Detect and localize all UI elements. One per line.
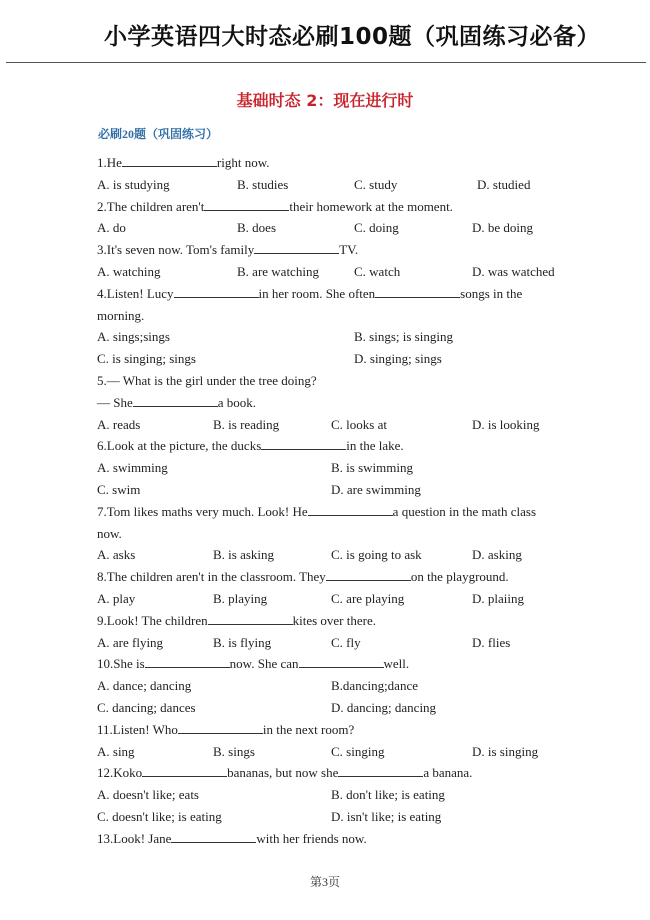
question-text: 11.Listen! Who — [97, 721, 178, 737]
answer-option[interactable]: A. dance; dancing — [97, 678, 192, 694]
question-text: 8.The children aren't in the classroom. They — [97, 569, 326, 585]
options-row — [97, 675, 567, 697]
question-text: 12.Koko — [97, 765, 143, 781]
answer-option[interactable]: B. studies — [237, 176, 289, 192]
question-text: TV. — [339, 242, 359, 258]
options-row — [97, 217, 567, 239]
answer-option[interactable]: D. plaiing — [472, 590, 524, 606]
answer-option[interactable]: A. are flying — [97, 634, 164, 650]
answer-option[interactable]: B. playing — [213, 590, 268, 606]
answer-option[interactable]: D. dancing; dancing — [331, 699, 437, 715]
answer-option[interactable]: A. asks — [97, 547, 136, 563]
answer-option[interactable]: A. reads — [97, 416, 141, 432]
question-text-line — [97, 305, 567, 327]
answer-option[interactable]: C. swim — [97, 481, 141, 497]
answer-option[interactable]: B.dancing;dance — [331, 678, 418, 694]
question-text-line — [97, 719, 567, 741]
question-text: 2.The children aren't — [97, 198, 205, 214]
section-title: 基础时态 2：现在进行时 — [236, 91, 414, 110]
question-text-line — [97, 566, 567, 588]
question-text: a question in the math class — [392, 503, 537, 519]
question-text: 1.He — [97, 155, 122, 170]
question-text: now. — [97, 525, 122, 541]
answer-option[interactable]: A. swimming — [97, 460, 168, 476]
question-text: their homework at the moment. — [289, 198, 453, 214]
exercise-subtitle: 必刷20题（巩固练习） — [98, 127, 219, 141]
question-text: bananas, but now she — [227, 765, 339, 781]
answer-blank[interactable] — [299, 654, 384, 668]
answer-option[interactable]: B. sings; is singing — [354, 329, 453, 345]
options-row — [97, 457, 567, 479]
answer-blank[interactable] — [171, 829, 256, 843]
answer-option[interactable]: B. does — [237, 220, 276, 236]
answer-blank[interactable] — [261, 436, 346, 450]
question-text-line — [97, 283, 567, 305]
options-row — [97, 806, 567, 828]
answer-blank[interactable] — [375, 284, 460, 298]
question-text-line — [97, 239, 567, 261]
options-row — [97, 784, 567, 806]
answer-blank[interactable] — [326, 567, 411, 581]
question-text: in the lake. — [346, 438, 404, 454]
answer-option[interactable]: C. doesn't like; is eating — [97, 808, 222, 824]
question-text: on the playground. — [410, 569, 509, 585]
answer-option[interactable]: C. doing — [354, 220, 399, 236]
answer-option[interactable]: B. is swimming — [331, 460, 413, 476]
answer-blank[interactable] — [204, 197, 289, 211]
answer-option[interactable]: A. play — [97, 590, 136, 606]
answer-option[interactable]: B. sings — [213, 743, 255, 759]
question-text: 13.Look! Jane — [97, 830, 172, 846]
answer-option[interactable]: A. watching — [97, 263, 161, 279]
options-row — [97, 174, 567, 196]
options-row — [97, 697, 567, 719]
answer-option[interactable]: A. do — [97, 220, 126, 236]
question-text-line — [97, 828, 567, 850]
question-text: right now. — [216, 155, 270, 170]
answer-option[interactable]: C. fly — [331, 634, 361, 650]
answer-option[interactable]: D. studied — [477, 176, 531, 192]
question-text-line — [97, 653, 567, 675]
options-row — [97, 544, 567, 566]
question-text: 9.Look! The children — [97, 612, 208, 628]
question-text: 3.It's seven now. Tom's family — [97, 242, 255, 258]
question-text: 10.She is — [97, 656, 145, 672]
answer-blank[interactable] — [133, 393, 218, 407]
question-text: a book. — [217, 394, 257, 410]
question-text: with her friends now. — [256, 830, 367, 846]
answer-option[interactable]: A. sings;sings — [97, 329, 170, 345]
options-row — [97, 261, 567, 283]
answer-option[interactable]: C. is singing; sings — [97, 351, 196, 367]
header-divider — [6, 62, 646, 63]
question-text-line — [97, 435, 567, 457]
answer-option[interactable]: D. are swimming — [331, 481, 421, 497]
answer-option[interactable]: D. flies — [472, 634, 511, 650]
answer-option[interactable]: C. dancing; dances — [97, 699, 196, 715]
answer-blank[interactable] — [208, 611, 293, 625]
answer-option[interactable]: D. be doing — [472, 220, 534, 236]
question-text-line — [97, 370, 567, 392]
question-text: in the next room? — [262, 721, 355, 737]
answer-option[interactable]: B. are watching — [237, 263, 319, 279]
answer-option[interactable]: C. study — [354, 176, 398, 192]
answer-blank[interactable] — [254, 240, 339, 254]
answer-option[interactable]: C. is going to ask — [331, 547, 422, 563]
question-text-line — [97, 523, 567, 545]
options-row — [97, 414, 567, 436]
question-text: 6.Look at the picture, the ducks — [97, 438, 262, 454]
question-text-line — [97, 152, 567, 174]
question-text: kites over there. — [292, 612, 376, 628]
question-text-line — [97, 501, 567, 523]
answer-blank[interactable] — [122, 153, 217, 167]
question-text: — She — [97, 394, 133, 410]
answer-blank[interactable] — [178, 720, 263, 734]
question-text-line — [97, 392, 567, 414]
question-text: 4.Listen! Lucy — [97, 285, 174, 301]
question-text: a banana. — [423, 765, 473, 781]
question-text-line — [97, 196, 567, 218]
answer-blank[interactable] — [142, 763, 227, 777]
answer-option[interactable]: A. sing — [97, 743, 135, 759]
options-row — [97, 588, 567, 610]
options-row — [97, 326, 567, 348]
answer-option[interactable]: D. is looking — [472, 416, 540, 432]
answer-option[interactable]: B. is flying — [213, 634, 272, 650]
answer-option[interactable]: A. doesn't like; eats — [97, 787, 199, 803]
question-text-line — [97, 762, 567, 784]
question-list — [97, 152, 567, 850]
answer-option[interactable]: D. isn't like; is eating — [331, 808, 442, 824]
question-text: in her room. She often — [258, 285, 376, 301]
page-number: 第3页 — [309, 875, 340, 889]
answer-option[interactable]: D. was watched — [472, 263, 555, 279]
answer-option[interactable]: C. singing — [331, 743, 385, 759]
question-text: now. She can — [229, 656, 299, 672]
options-row — [97, 348, 567, 370]
question-text: morning. — [97, 307, 145, 323]
question-text: 5.— What is the girl under the tree doing? — [97, 372, 317, 388]
answer-blank[interactable] — [338, 763, 423, 777]
answer-option[interactable]: C. looks at — [331, 416, 387, 432]
answer-blank[interactable] — [174, 284, 259, 298]
answer-option[interactable]: B. is reading — [213, 416, 280, 432]
answer-option[interactable]: B. don't like; is eating — [331, 787, 445, 803]
answer-option[interactable]: D. singing; sings — [354, 351, 442, 367]
answer-option[interactable]: C. are playing — [331, 590, 405, 606]
answer-option[interactable]: D. asking — [472, 547, 522, 563]
question-text: 7.Tom likes maths very much. Look! He — [97, 503, 308, 519]
answer-blank[interactable] — [308, 502, 393, 516]
options-row — [97, 632, 567, 654]
question-text-line — [97, 610, 567, 632]
options-row — [97, 741, 567, 763]
answer-blank[interactable] — [145, 654, 230, 668]
answer-option[interactable]: B. is asking — [213, 547, 275, 563]
page-header-title: 小学英语四大时态必刷100题（巩固练习必备） — [104, 24, 601, 50]
question-text: well. — [383, 656, 410, 672]
answer-option[interactable]: D. is singing — [472, 743, 539, 759]
question-text: songs in the — [460, 285, 523, 301]
answer-option[interactable]: A. is studying — [97, 176, 170, 192]
options-row — [97, 479, 567, 501]
answer-option[interactable]: C. watch — [354, 263, 401, 279]
